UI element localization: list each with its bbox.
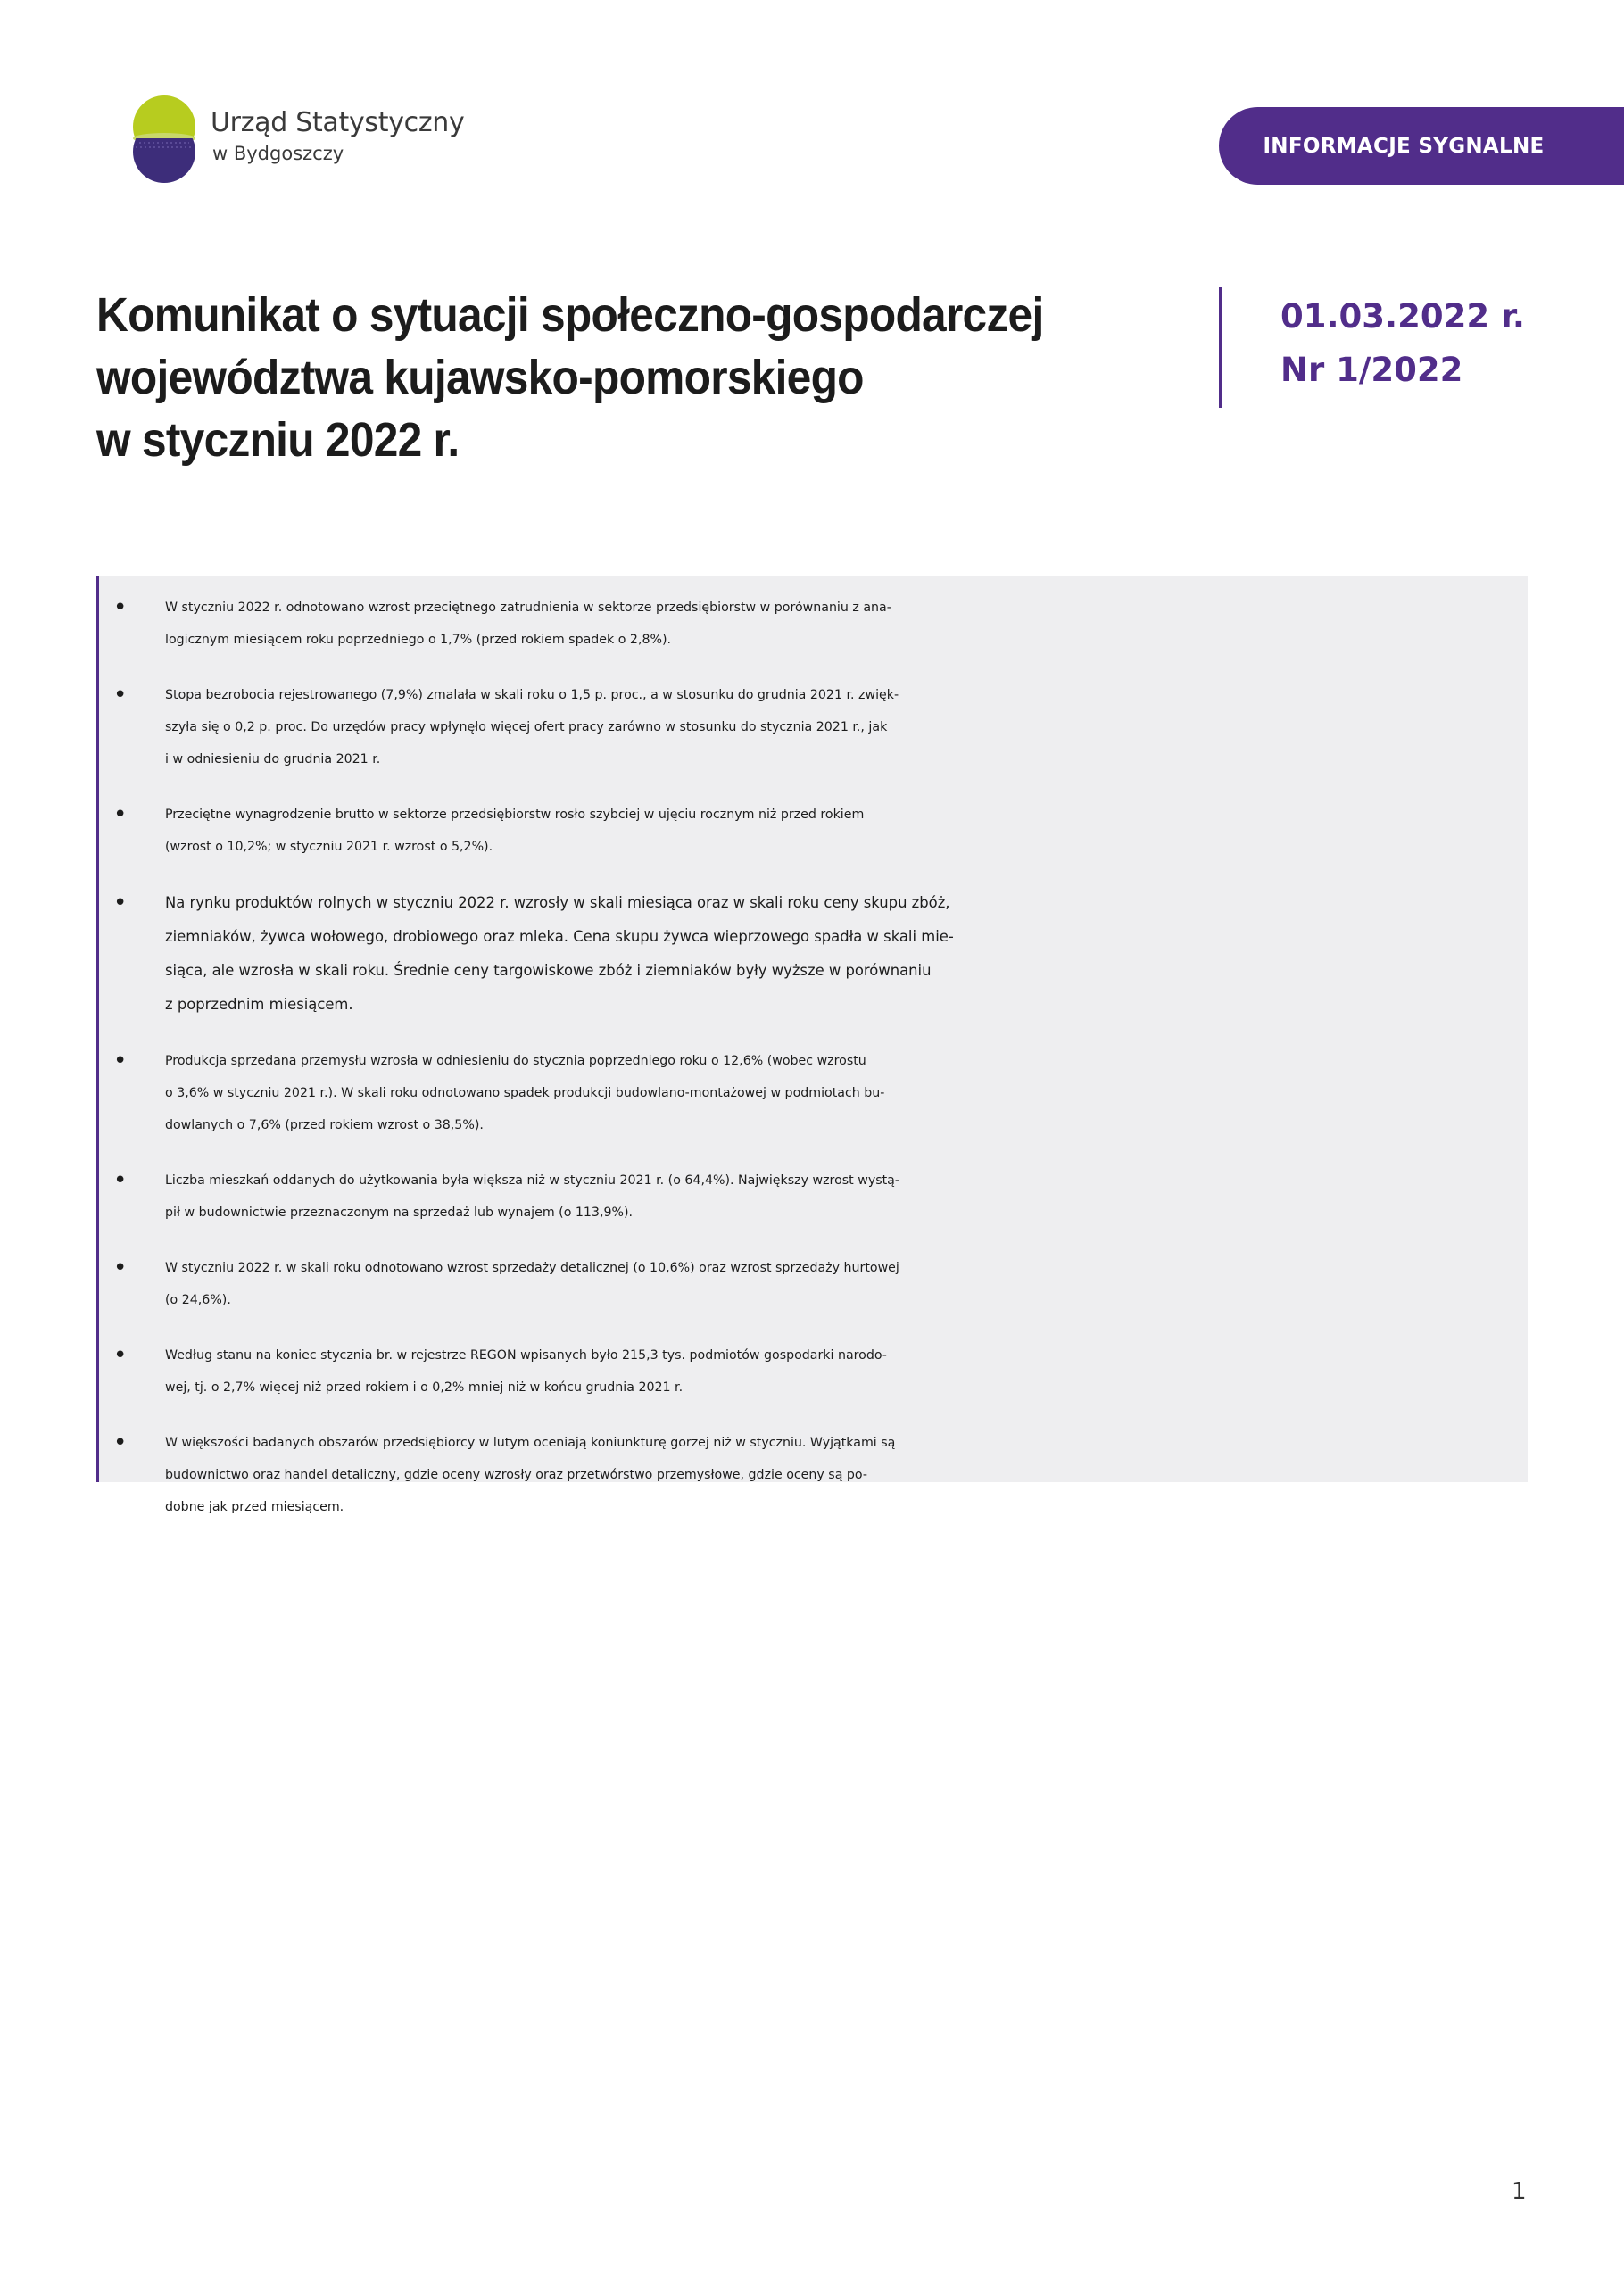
bullet-icon: •: [113, 594, 128, 621]
highlight-line: (o 24,6%).: [165, 1293, 231, 1307]
bullet-icon: •: [113, 1167, 128, 1194]
highlight-line: Produkcja sprzedana przemysłu wzrosła w odniesieniu do stycznia poprzedniego roku o 12,6% (wobec wzrostu: [165, 1054, 866, 1068]
highlight-line: Przeciętne wynagrodzenie brutto w sektorze przedsiębiorstw rosło szybciej w ujęciu rocznym niż przed rokiem: [165, 808, 865, 822]
highlight-line: W większości badanych obszarów przedsiębiorcy w lutym oceniają koniunkturę gorzej niż w styczniu. Wyjątkami są: [165, 1436, 896, 1450]
highlight-line: Liczba mieszkań oddanych do użytkowania była większa niż w styczniu 2021 r. (o 64,4%). Największy wzrost wystą-: [165, 1173, 899, 1188]
title-line: Komunikat o sytuacji społeczno-gospodarczej: [96, 288, 1044, 342]
logo-city: w Bydgoszczy: [212, 143, 344, 164]
highlight-item: [99, 799, 1496, 863]
date-divider: [1219, 287, 1222, 408]
publication-meta: [1280, 290, 1525, 397]
bullet-icon: •: [113, 682, 128, 709]
highlight-item: [99, 1427, 1496, 1523]
logo: [132, 89, 489, 187]
highlight-line: (wzrost o 10,2%; w styczniu 2021 r. wzrost o 5,2%).: [165, 840, 493, 854]
highlight-item: [99, 1339, 1496, 1404]
bullet-icon: •: [113, 890, 128, 916]
highlight-line: dowlanych o 7,6% (przed rokiem wzrost o 38,5%).: [165, 1118, 484, 1132]
highlight-line: o 3,6% w styczniu 2021 r.). W skali roku odnotowano spadek produkcji budowlano-montażowej w podmiotach bu-: [165, 1086, 885, 1100]
title-line: w styczniu 2022 r.: [96, 413, 460, 467]
highlight-item: [99, 1252, 1496, 1316]
highlight-item: [99, 886, 1496, 1022]
highlight-line: siąca, ale wzrosła w skali roku. Średnie ceny targowiskowe zbóż i ziemniaków były wyższe w porównaniu: [165, 962, 932, 979]
highlight-line: logicznym miesiącem roku poprzedniego o 1,7% (przed rokiem spadek o 2,8%).: [165, 633, 672, 647]
bullet-icon: •: [113, 1048, 128, 1074]
highlights-box: [96, 576, 1528, 1514]
highlight-line: dobne jak przed miesiącem.: [165, 1500, 344, 1514]
highlight-line: Według stanu na koniec stycznia br. w rejestrze REGON wpisanych było 215,3 tys. podmiotów gospodarki narodo-: [165, 1348, 887, 1363]
highlight-item: [99, 1045, 1496, 1141]
highlights-list: [99, 592, 1496, 1523]
page-number: 1: [1512, 2178, 1527, 2205]
highlight-item: [99, 592, 1496, 656]
highlight-line: i w odniesieniu do grudnia 2021 r.: [165, 752, 381, 767]
publication-number: Nr 1/2022: [1280, 351, 1463, 389]
bullet-icon: •: [113, 1430, 128, 1456]
highlight-line: Na rynku produktów rolnych w styczniu 2022 r. wzrosły w skali miesiąca oraz w skali roku ceny skupu zbóż,: [165, 894, 950, 911]
highlight-item: [99, 1165, 1496, 1229]
highlight-line: budownictwo oraz handel detaliczny, gdzie oceny wzrosły oraz przetwórstwo przemysłowe, gdzie oceny są po-: [165, 1468, 867, 1482]
highlight-line: szyła się o 0,2 p. proc. Do urzędów pracy wpłynęło więcej ofert pracy zarówno w stosunku do stycznia 2021 r., jak: [165, 720, 888, 734]
bullet-icon: •: [113, 1342, 128, 1369]
highlight-line: z poprzednim miesiącem.: [165, 996, 353, 1013]
highlight-item: [99, 679, 1496, 775]
bullet-icon: •: [113, 801, 128, 828]
logo-mark-icon: [132, 89, 196, 187]
publication-date: 01.03.2022 r.: [1280, 297, 1525, 336]
bullet-icon: •: [113, 1255, 128, 1281]
logo-name: Urząd Statystyczny: [211, 107, 465, 138]
page-title: [96, 284, 1065, 471]
highlight-line: W styczniu 2022 r. w skali roku odnotowano wzrost sprzedaży detalicznej (o 10,6%) oraz wzrost sprzedaży hurtowej: [165, 1261, 899, 1275]
highlight-line: ziemniaków, żywca wołowego, drobiowego oraz mleka. Cena skupu żywca wieprzowego spadła w skali mie-: [165, 928, 954, 945]
category-badge-label: INFORMACJE SYGNALNE: [1263, 134, 1545, 158]
title-line: województwa kujawsko-pomorskiego: [96, 351, 864, 404]
highlight-line: W styczniu 2022 r. odnotowano wzrost przeciętnego zatrudnienia w sektorze przedsiębiorstw w porównaniu z ana-: [165, 601, 891, 615]
highlight-line: pił w budownictwie przeznaczonym na sprzedaż lub wynajem (o 113,9%).: [165, 1206, 634, 1220]
category-badge: [1219, 107, 1624, 185]
highlight-line: Stopa bezrobocia rejestrowanego (7,9%) zmalała w skali roku o 1,5 p. proc., a w stosunku do grudnia 2021 r. zwięk-: [165, 688, 899, 702]
highlight-line: wej, tj. o 2,7% więcej niż przed rokiem i o 0,2% mniej niż w końcu grudnia 2021 r.: [165, 1380, 684, 1395]
